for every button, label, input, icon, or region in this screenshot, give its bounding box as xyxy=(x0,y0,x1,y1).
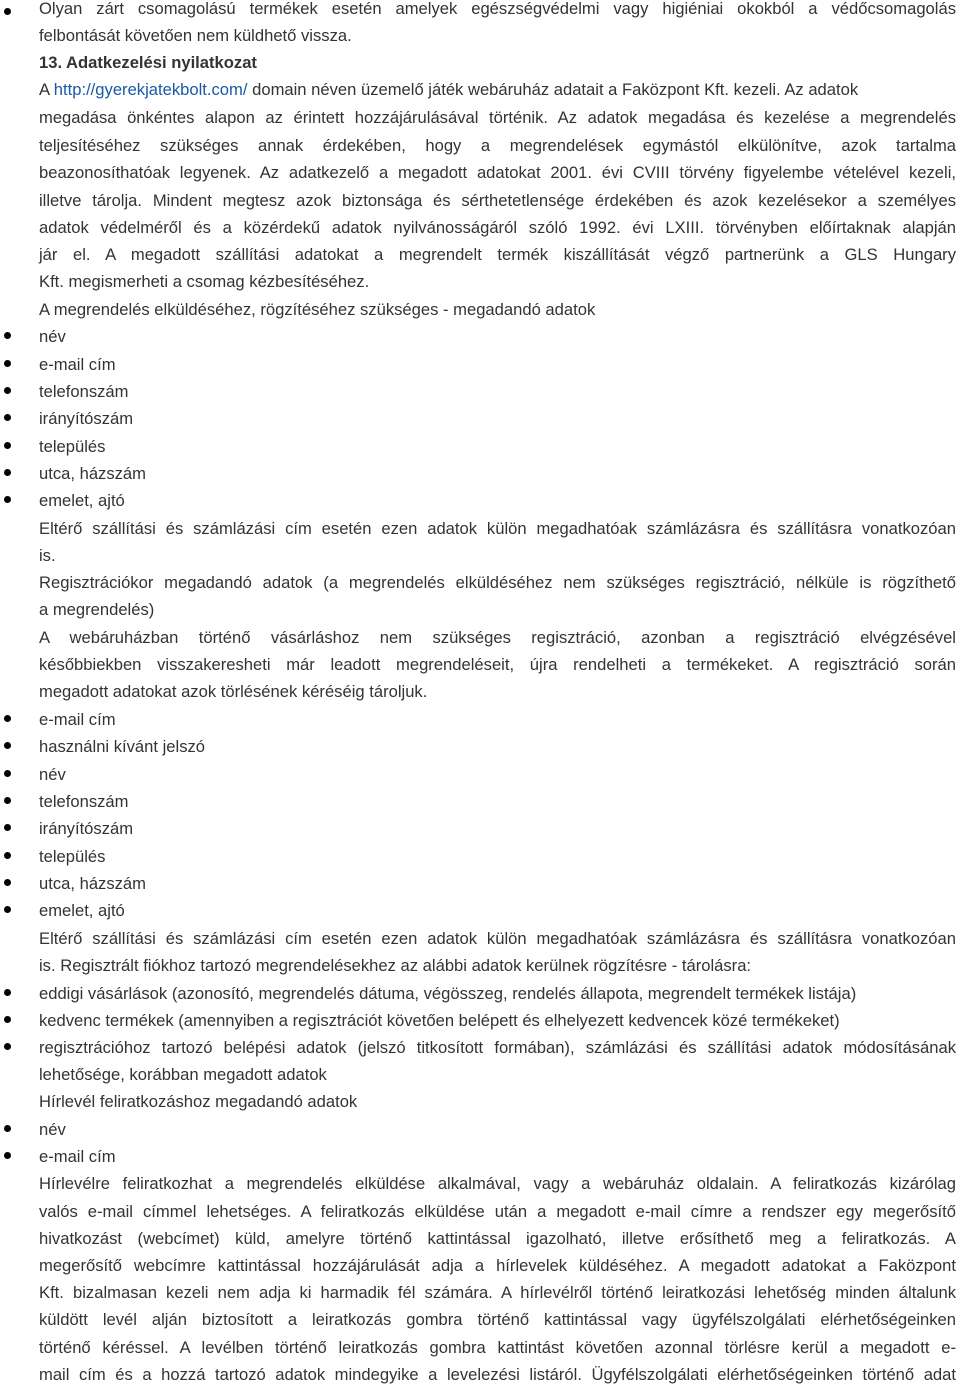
paragraph-line: történő kéréssel. A levélben történő leiratkozás gombra kattintást követően azonnal törlésre kerül a megadott e- xyxy=(39,1338,956,1357)
bullet-icon xyxy=(4,442,11,449)
list-item: irányítószám xyxy=(39,409,134,428)
newsletter-heading: Hírlevél feliratkozáshoz megadandó adatok xyxy=(39,1092,358,1111)
site-link[interactable]: http://gyerekjatekbolt.com/ xyxy=(53,80,248,99)
list-item: lehetősége, korábban megadott adatok xyxy=(39,1065,327,1084)
list-item: utca, házszám xyxy=(39,874,146,893)
list-item: e-mail cím xyxy=(39,355,116,374)
paragraph-text: domain néven üzemelő játék webáruház adatait a Faközpont Kft. kezeli. Az adatok xyxy=(252,80,859,99)
bullet-icon xyxy=(4,742,11,749)
bullet-icon xyxy=(4,8,11,15)
bullet-icon xyxy=(4,852,11,859)
paragraph-line xyxy=(39,76,956,103)
paragraph-line: hivatkozást (webcímet) küld, amelyre történő kattintással igazolható, illetve erősíthető meg a feliratkozás. A xyxy=(39,1229,956,1248)
paragraph-line: jár el. A megadott szállítási adatokat a megrendelt termék kiszállítását végző partnerünk a GLS Hungary xyxy=(39,245,956,264)
list-item: név xyxy=(39,1120,66,1139)
bullet-icon xyxy=(4,360,11,367)
bullet-icon xyxy=(4,770,11,777)
bullet-icon xyxy=(4,1152,11,1159)
bullet-icon xyxy=(4,387,11,394)
paragraph-line: Hírlevélre feliratkozhat a megrendelés elküldése alkalmával, vagy a webáruház oldalain. A feliratkozás kizárólag xyxy=(39,1174,956,1193)
paragraph-line: valós e-mail címmel lehetséges. A feliratkozás elküldése után a megadott e-mail címre a rendszer egy megerősítő xyxy=(39,1202,956,1221)
bullet-icon xyxy=(4,496,11,503)
list-item: település xyxy=(39,437,106,456)
paragraph-line: küldött levél alján biztosított a leiratkozás gombra történő kattintással vagy ügyfélszolgálati elérhetőségeinken xyxy=(39,1310,956,1329)
list-item: e-mail cím xyxy=(39,710,116,729)
bullet-icon xyxy=(4,824,11,831)
bullet-icon xyxy=(4,414,11,421)
paragraph-line: Kft. bizalmasan kezeli nem adja ki harmadik fél számára. A hírlevélről történő leiratkozási lehetőség minden általunk xyxy=(39,1283,956,1302)
list-item: irányítószám xyxy=(39,819,134,838)
bullet-icon xyxy=(4,715,11,722)
paragraph-line: Eltérő szállítási és számlázási cím esetén ezen adatok külön megadhatóak számlázásra és szállításra vonatkozóan xyxy=(39,519,956,538)
list-item: emelet, ajtó xyxy=(39,491,125,510)
bullet-icon xyxy=(4,332,11,339)
list-item: név xyxy=(39,327,66,346)
paragraph-line: későbbiekben visszakeresheti már leadott megrendeléseit, újra rendelheti a termékeket. A regisztráció során xyxy=(39,655,956,674)
bullet-icon xyxy=(4,989,11,996)
reg-heading: a megrendelés) xyxy=(39,600,155,619)
reg-heading: Regisztrációkor megadandó adatok (a megrendelés elküldéséhez nem szükséges regisztráció, nélküle is rögzíthető xyxy=(39,573,956,592)
paragraph-line: is. xyxy=(39,546,56,565)
paragraph-line: illetve tárolja. Mindent megtesz azok biztonsága és sérthetetlensége érdekében és azok kezelésekor a személyes xyxy=(39,191,956,210)
paragraph-line: teljesítéséhez szükséges annak érdekében, hogy a megrendelések egymástól elkülönítve, azok tartalma xyxy=(39,136,956,155)
paragraph-line: adatok védelméről és a közérdekű adatok nyilvánosságáról szóló 1992. évi LXIII. törvényben előírtaknak alapján xyxy=(39,218,956,237)
paragraph-line: megerősítő webcímre kattintással hozzájárulását adja a hírlevelek küldéséhez. A megadott adatokat a Faközpont xyxy=(39,1256,956,1275)
bullet-icon xyxy=(4,879,11,886)
bullet-icon xyxy=(4,1016,11,1023)
paragraph-line: Eltérő szállítási és számlázási cím esetén ezen adatok külön megadhatóak számlázásra és szállításra vonatkozóan xyxy=(39,929,956,948)
list-item: e-mail cím xyxy=(39,1147,116,1166)
list-item: használni kívánt jelszó xyxy=(39,737,206,756)
list-item: telefonszám xyxy=(39,382,129,401)
paragraph-line: A webáruházban történő vásárláshoz nem szükséges regisztráció, azonban a regisztráció elvégzésével xyxy=(39,628,956,647)
paragraph-line: mail cím és a hozzá tartozó adatok mindegyike a levelezési listáról. Ügyfélszolgálati elérhetőségeinken történő adat xyxy=(39,1365,956,1384)
list-item: eddigi vásárlások (azonosító, megrendelés dátuma, végösszeg, rendelés állapota, megrendelt termékek listája) xyxy=(39,984,857,1003)
paragraph-line: megadása önkéntes alapon az érintett hozzájárulásával történik. Az adatok megadása és kezelése a megrendelés xyxy=(39,108,956,127)
bullet-icon xyxy=(4,1043,11,1050)
bullet-icon xyxy=(4,797,11,804)
list-item: regisztrációhoz tartozó belépési adatok (jelszó titkosított formában), számlázási és szállítási adatok módosításának xyxy=(39,1038,956,1057)
bullet-icon xyxy=(4,469,11,476)
intro-line: Olyan zárt csomagolású termékek esetén amelyek egészségvédelmi vagy higiéniai okokból a védőcsomagolás xyxy=(39,0,956,18)
list-item: név xyxy=(39,765,66,784)
list-item: kedvenc termékek (amennyiben a regisztrációt követően belépett és elhelyezett kedvencek közé termékeket) xyxy=(39,1011,840,1030)
list-item: emelet, ajtó xyxy=(39,901,125,920)
paragraph-line: is. Regisztrált fiókhoz tartozó megrendelésekhez az alábbi adatok kerülnek rögzítésre - tárolásra: xyxy=(39,956,752,975)
paragraph-line: megadott adatokat azok törlésének kéréséig tároljuk. xyxy=(39,682,428,701)
paragraph-line: Kft. megismerheti a csomag kézbesítéséhez. xyxy=(39,272,370,291)
bullet-icon xyxy=(4,1125,11,1132)
list-item: utca, házszám xyxy=(39,464,146,483)
list-item: település xyxy=(39,847,106,866)
paragraph-text: A xyxy=(39,80,50,99)
section-title: 13. Adatkezelési nyilatkozat xyxy=(39,53,257,72)
paragraph-line: beazonosíthatóak legyenek. Az adatkezelő a megadott adatokat 2001. évi CVIII törvény figyelembe vételével kezeli, xyxy=(39,163,956,182)
intro-line: felbontását követően nem küldhető vissza. xyxy=(39,26,352,45)
bullet-icon xyxy=(4,906,11,913)
list-item: telefonszám xyxy=(39,792,129,811)
order-heading: A megrendelés elküldéséhez, rögzítéséhez szükséges - megadandó adatok xyxy=(39,300,596,319)
